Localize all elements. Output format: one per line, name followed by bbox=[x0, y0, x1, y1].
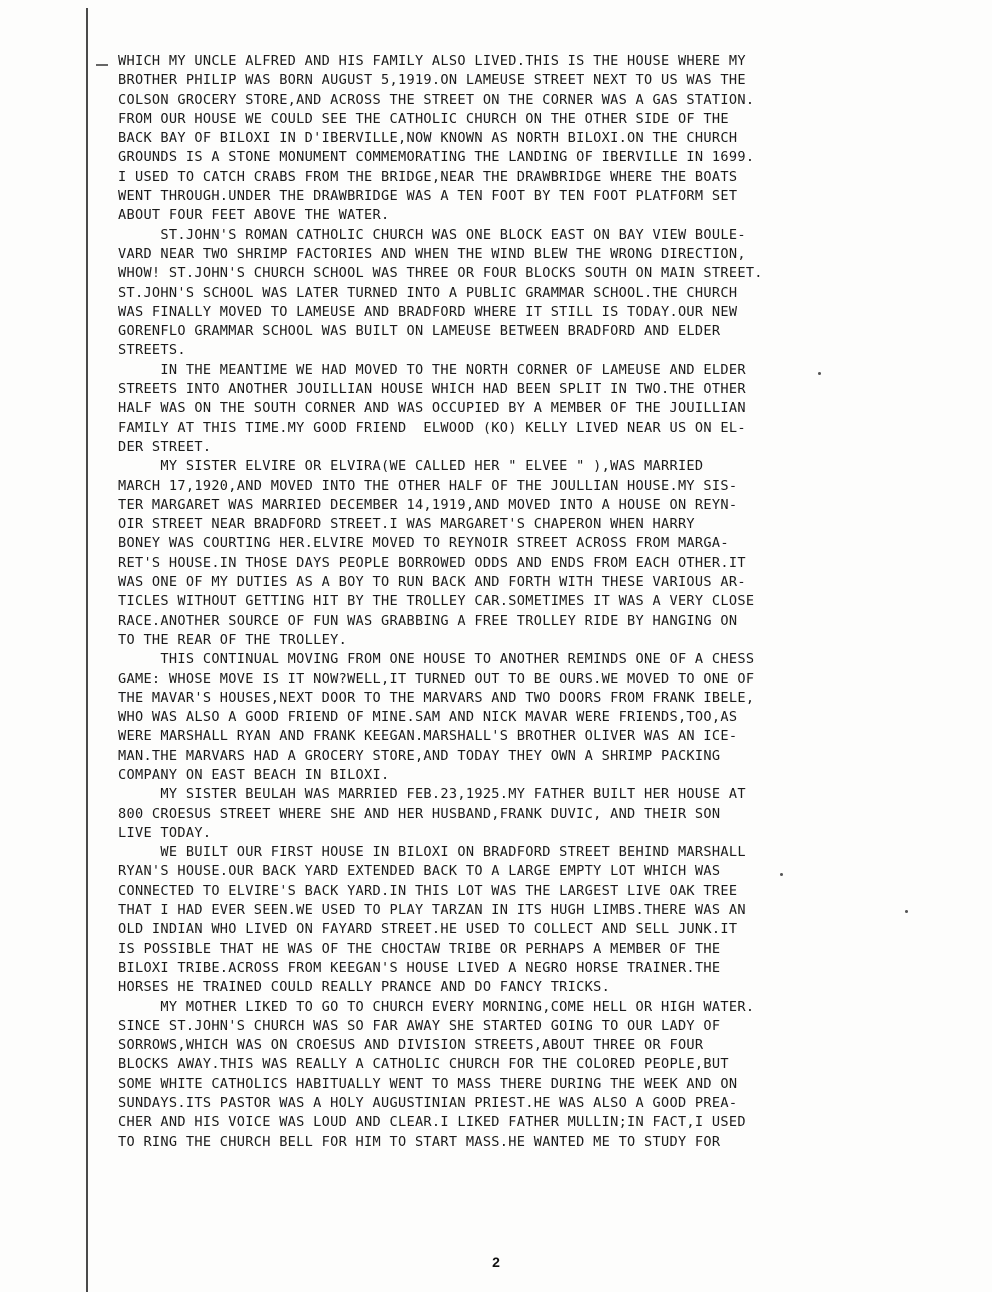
stray-mark bbox=[96, 64, 108, 66]
text-line: RET'S HOUSE.IN THOSE DAYS PEOPLE BORROWED ODDS AND ENDS FROM EACH OTHER.IT bbox=[118, 554, 746, 571]
text-line: MY MOTHER LIKED TO GO TO CHURCH EVERY MORNING,COME HELL OR HIGH WATER. bbox=[118, 998, 755, 1015]
text-line: COMPANY ON EAST BEACH IN BILOXI. bbox=[118, 766, 390, 783]
text-line: SINCE ST.JOHN'S CHURCH WAS SO FAR AWAY SHE STARTED GOING TO OUR LADY OF bbox=[118, 1017, 721, 1034]
text-line: VARD NEAR TWO SHRIMP FACTORIES AND WHEN THE WIND BLEW THE WRONG DIRECTION, bbox=[118, 245, 746, 262]
text-line: STREETS. bbox=[118, 342, 186, 359]
text-line: BROTHER PHILIP WAS BORN AUGUST 5,1919.ON LAMEUSE STREET NEXT TO US WAS THE bbox=[118, 72, 746, 89]
text-line: FROM OUR HOUSE WE COULD SEE THE CATHOLIC CHURCH ON THE OTHER SIDE OF THE bbox=[118, 110, 729, 127]
text-line: DER STREET. bbox=[118, 438, 212, 455]
text-line: MAN.THE MARVARS HAD A GROCERY STORE,AND TODAY THEY OWN A SHRIMP PACKING bbox=[118, 747, 721, 764]
text-line: BLOCKS AWAY.THIS WAS REALLY A CATHOLIC CHURCH FOR THE COLORED PEOPLE,BUT bbox=[118, 1056, 729, 1073]
text-line: OIR STREET NEAR BRADFORD STREET.I WAS MARGARET'S CHAPERON WHEN HARRY bbox=[118, 516, 695, 533]
text-line: ST.JOHN'S SCHOOL WAS LATER TURNED INTO A PUBLIC GRAMMAR SCHOOL.THE CHURCH bbox=[118, 284, 738, 301]
text-line: CONNECTED TO ELVIRE'S BACK YARD.IN THIS LOT WAS THE LARGEST LIVE OAK TREE bbox=[118, 882, 738, 899]
text-line: FAMILY AT THIS TIME.MY GOOD FRIEND ELWOOD (KO) KELLY LIVED NEAR US ON EL- bbox=[118, 419, 746, 436]
text-line: THE MAVAR'S HOUSES,NEXT DOOR TO THE MARVARS AND TWO DOORS FROM FRANK IBELE, bbox=[118, 689, 755, 706]
text-line: GORENFLO GRAMMAR SCHOOL WAS BUILT ON LAMEUSE BETWEEN BRADFORD AND ELDER bbox=[118, 323, 721, 340]
text-line: HORSES HE TRAINED COULD REALLY PRANCE AND DO FANCY TRICKS. bbox=[118, 979, 611, 996]
margin-rule bbox=[86, 8, 88, 1292]
text-line: GROUNDS IS A STONE MONUMENT COMMEMORATING THE LANDING OF IBERVILLE IN 1699. bbox=[118, 149, 755, 166]
text-line: CHER AND HIS VOICE WAS LOUD AND CLEAR.I LIKED FATHER MULLIN;IN FACT,I USED bbox=[118, 1114, 746, 1131]
text-line: SUNDAYS.ITS PASTOR WAS A HOLY AUGUSTINIAN PRIEST.HE WAS ALSO A GOOD PREA- bbox=[118, 1095, 738, 1112]
text-line: GAME: WHOSE MOVE IS IT NOW?WELL,IT TURNED OUT TO BE OURS.WE MOVED TO ONE OF bbox=[118, 670, 755, 687]
text-line: SORROWS,WHICH WAS ON CROESUS AND DIVISION STREETS,ABOUT THREE OR FOUR bbox=[118, 1037, 704, 1054]
page-number: 2 bbox=[492, 1254, 500, 1270]
text-line: COLSON GROCERY STORE,AND ACROSS THE STREET ON THE CORNER WAS A GAS STATION. bbox=[118, 91, 755, 108]
text-line: BONEY WAS COURTING HER.ELVIRE MOVED TO REYNOIR STREET ACROSS FROM MARGA- bbox=[118, 535, 729, 552]
text-line: IN THE MEANTIME WE HAD MOVED TO THE NORTH CORNER OF LAMEUSE AND ELDER bbox=[118, 361, 746, 378]
text-line: OLD INDIAN WHO LIVED ON FAYARD STREET.HE USED TO COLLECT AND SELL JUNK.IT bbox=[118, 921, 738, 938]
text-line: WENT THROUGH.UNDER THE DRAWBRIDGE WAS A TEN FOOT BY TEN FOOT PLATFORM SET bbox=[118, 188, 738, 205]
text-line: MARCH 17,1920,AND MOVED INTO THE OTHER HALF OF THE JOULLIAN HOUSE.MY SIS- bbox=[118, 477, 738, 494]
text-line: THAT I HAD EVER SEEN.WE USED TO PLAY TARZAN IN ITS HUGH LIMBS.THERE WAS AN bbox=[118, 902, 746, 919]
text-line: TO RING THE CHURCH BELL FOR HIM TO START MASS.HE WANTED ME TO STUDY FOR bbox=[118, 1133, 721, 1150]
text-line: TO THE REAR OF THE TROLLEY. bbox=[118, 631, 348, 648]
text-line: MY SISTER ELVIRE OR ELVIRA(WE CALLED HER " ELVEE " ),WAS MARRIED bbox=[118, 458, 704, 475]
text-line: THIS CONTINUAL MOVING FROM ONE HOUSE TO ANOTHER REMINDS ONE OF A CHESS bbox=[118, 651, 755, 668]
text-line: ST.JOHN'S ROMAN CATHOLIC CHURCH WAS ONE BLOCK EAST ON BAY VIEW BOULE- bbox=[118, 226, 746, 243]
text-line: SOME WHITE CATHOLICS HABITUALLY WENT TO MASS THERE DURING THE WEEK AND ON bbox=[118, 1075, 738, 1092]
text-line: BACK BAY OF BILOXI IN D'IBERVILLE,NOW KNOWN AS NORTH BILOXI.ON THE CHURCH bbox=[118, 130, 738, 147]
text-line: WHO WAS ALSO A GOOD FRIEND OF MINE.SAM AND NICK MAVAR WERE FRIENDS,TOO,AS bbox=[118, 709, 738, 726]
text-line: WHICH MY UNCLE ALFRED AND HIS FAMILY ALSO LIVED.THIS IS THE HOUSE WHERE MY bbox=[118, 53, 746, 69]
text-line: TER MARGARET WAS MARRIED DECEMBER 14,1919,AND MOVED INTO A HOUSE ON REYN- bbox=[118, 496, 738, 513]
text-line: I USED TO CATCH CRABS FROM THE BRIDGE,NEAR THE DRAWBRIDGE WHERE THE BOATS bbox=[118, 168, 738, 185]
text-line: IS POSSIBLE THAT HE WAS OF THE CHOCTAW TRIBE OR PERHAPS A MEMBER OF THE bbox=[118, 940, 721, 957]
text-line: STREETS INTO ANOTHER JOUILLIAN HOUSE WHICH HAD BEEN SPLIT IN TWO.THE OTHER bbox=[118, 381, 746, 398]
text-line: LIVE TODAY. bbox=[118, 824, 212, 841]
text-line: BILOXI TRIBE.ACROSS FROM KEEGAN'S HOUSE LIVED A NEGRO HORSE TRAINER.THE bbox=[118, 959, 721, 976]
text-line: 800 CROESUS STREET WHERE SHE AND HER HUSBAND,FRANK DUVIC, AND THEIR SON bbox=[118, 805, 721, 822]
text-line: HALF WAS ON THE SOUTH CORNER AND WAS OCCUPIED BY A MEMBER OF THE JOUILLIAN bbox=[118, 400, 746, 417]
text-line: RACE.ANOTHER SOURCE OF FUN WAS GRABBING A FREE TROLLEY RIDE BY HANGING ON bbox=[118, 612, 738, 629]
text-line: WAS ONE OF MY DUTIES AS A BOY TO RUN BACK AND FORTH WITH THESE VARIOUS AR- bbox=[118, 574, 746, 591]
typescript-body bbox=[118, 52, 908, 1152]
text-line: WHOW! ST.JOHN'S CHURCH SCHOOL WAS THREE OR FOUR BLOCKS SOUTH ON MAIN STREET. bbox=[118, 265, 763, 282]
text-line: WAS FINALLY MOVED TO LAMEUSE AND BRADFORD WHERE IT STILL IS TODAY.OUR NEW bbox=[118, 303, 738, 320]
text-line: RYAN'S HOUSE.OUR BACK YARD EXTENDED BACK TO A LARGE EMPTY LOT WHICH WAS bbox=[118, 863, 721, 880]
text-line: ABOUT FOUR FEET ABOVE THE WATER. bbox=[118, 207, 390, 224]
text-line: MY SISTER BEULAH WAS MARRIED FEB.23,1925.MY FATHER BUILT HER HOUSE AT bbox=[118, 786, 746, 803]
text-line: WERE MARSHALL RYAN AND FRANK KEEGAN.MARSHALL'S BROTHER OLIVER WAS AN ICE- bbox=[118, 728, 738, 745]
text-line: WE BUILT OUR FIRST HOUSE IN BILOXI ON BRADFORD STREET BEHIND MARSHALL bbox=[118, 844, 746, 861]
text-line: TICLES WITHOUT GETTING HIT BY THE TROLLEY CAR.SOMETIMES IT WAS A VERY CLOSE bbox=[118, 593, 755, 610]
